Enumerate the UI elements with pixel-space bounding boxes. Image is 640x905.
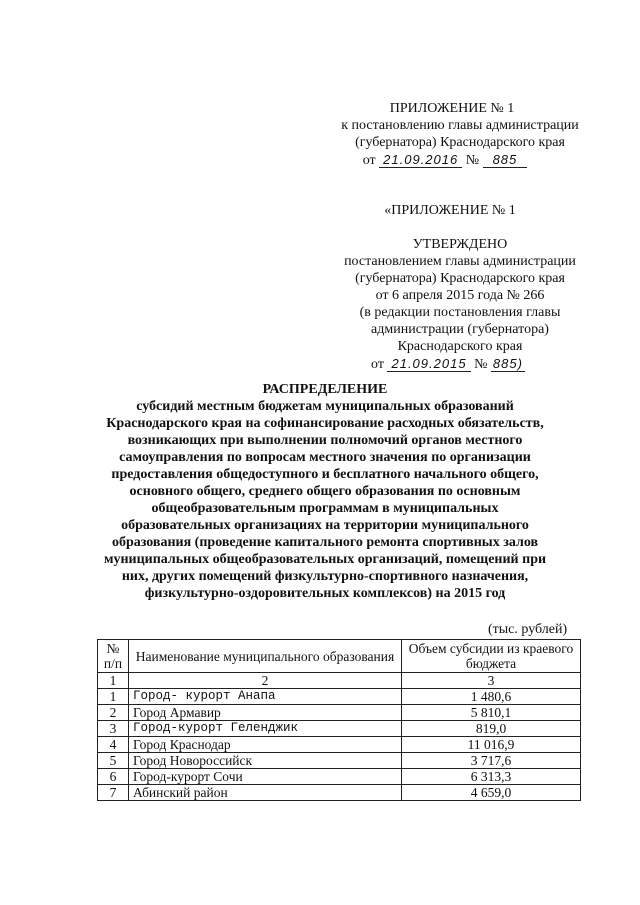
header-amount: Объем субсидии из краевого бюджета xyxy=(402,640,581,673)
row-municipality: Город-курорт Геленджик xyxy=(129,721,402,737)
title-line: основного общего, среднего общего образования по основным xyxy=(129,484,521,499)
index-cell: 1 xyxy=(98,673,129,689)
row-amount: 3 717,6 xyxy=(402,753,581,769)
handwritten-number: 885) xyxy=(492,356,523,371)
approval-line: от 6 апреля 2015 года № 266 xyxy=(375,288,545,303)
index-cell: 3 xyxy=(402,673,581,689)
table-row xyxy=(98,737,581,753)
header-municipality: Наименование муниципального образования xyxy=(129,640,402,673)
table-row xyxy=(98,705,581,721)
table-row xyxy=(98,721,581,737)
row-municipality: Город Новороссийск xyxy=(129,753,402,769)
title-line: субсидий местным бюджетам муниципальных образований xyxy=(136,399,514,414)
approval-block xyxy=(320,202,600,373)
row-number: 1 xyxy=(98,689,129,705)
table-row xyxy=(98,769,581,785)
row-amount: 6 313,3 xyxy=(402,769,581,785)
row-number: 6 xyxy=(98,769,129,785)
row-amount: 1 480,6 xyxy=(402,689,581,705)
subsidy-table xyxy=(97,639,581,801)
approval-line: Краснодарского края xyxy=(397,339,523,354)
title-line: возникающих при выполнении полномочий органов местного xyxy=(127,433,523,448)
approval-line: (в редакции постановления главы xyxy=(359,305,561,320)
row-municipality: Город-курорт Сочи xyxy=(129,769,402,785)
handwritten-date: 21.09.2015 xyxy=(387,356,470,372)
handwritten-number: 885 xyxy=(483,152,528,168)
title-line: физкультурно-оздоровительных комплексов) на 2015 год xyxy=(144,586,506,601)
approval-line: постановлением главы администрации xyxy=(344,254,576,269)
row-municipality: Абинский район xyxy=(129,785,402,801)
attachment-line: к постановлению главы администрации xyxy=(341,118,579,133)
row-number: 5 xyxy=(98,753,129,769)
handwritten-date: 21.09.2016 xyxy=(379,152,462,168)
approval-line: (губернатора) Краснодарского края xyxy=(355,271,565,286)
row-municipality: Город Армавир xyxy=(129,705,402,721)
attachment-title: ПРИЛОЖЕНИЕ № 1 xyxy=(389,101,515,116)
row-number: 3 xyxy=(98,721,129,737)
document-title xyxy=(90,381,560,602)
table-header-row xyxy=(98,640,581,673)
index-cell: 2 xyxy=(129,673,402,689)
row-number: 7 xyxy=(98,785,129,801)
row-municipality: Город Краснодар xyxy=(129,737,402,753)
title-line: самоуправления по вопросам местного значения по организации xyxy=(119,450,531,465)
row-amount: 5 810,1 xyxy=(402,705,581,721)
row-number: 2 xyxy=(98,705,129,721)
units-label: (тыс. рублей) xyxy=(488,622,568,637)
title-line: Краснодарского края на софинансирование расходных обязательств, xyxy=(106,416,544,431)
title-line: образовательных организациях на территории муниципального xyxy=(121,518,529,533)
approval-attachment-title: «ПРИЛОЖЕНИЕ № 1 xyxy=(384,203,516,218)
title-heading: РАСПРЕДЕЛЕНИЕ xyxy=(262,382,388,397)
row-number: 4 xyxy=(98,737,129,753)
approval-date-line: от 21.09.2015 № 885) xyxy=(371,356,523,372)
attachment-header xyxy=(320,100,600,169)
title-line: образования (проведение капитального ремонта спортивных залов xyxy=(111,535,539,550)
row-amount: 4 659,0 xyxy=(402,785,581,801)
title-line: общеобразовательным программам в муниципальных xyxy=(151,501,499,516)
header-number: № п/п xyxy=(98,640,129,673)
row-municipality: Город- курорт Анапа xyxy=(129,689,402,705)
row-amount: 819,0 xyxy=(402,721,581,737)
title-line: предоставления общедоступного и бесплатного начального общего, xyxy=(111,467,539,482)
attachment-date-line: от 21.09.2016 № 885 xyxy=(290,151,600,169)
table-row xyxy=(98,785,581,801)
approved-label: УТВЕРЖДЕНО xyxy=(412,237,508,252)
table-row xyxy=(98,753,581,769)
table-index-row xyxy=(98,673,581,689)
title-line: них, других помещений физкультурно-спортивного назначения, xyxy=(121,569,529,584)
title-line: муниципальных общеобразовательных организаций, помещений при xyxy=(103,552,547,567)
attachment-line: (губернатора) Краснодарского края xyxy=(355,135,565,150)
row-amount: 11 016,9 xyxy=(402,737,581,753)
table-row xyxy=(98,689,581,705)
approval-line: администрации (губернатора) xyxy=(371,322,549,337)
